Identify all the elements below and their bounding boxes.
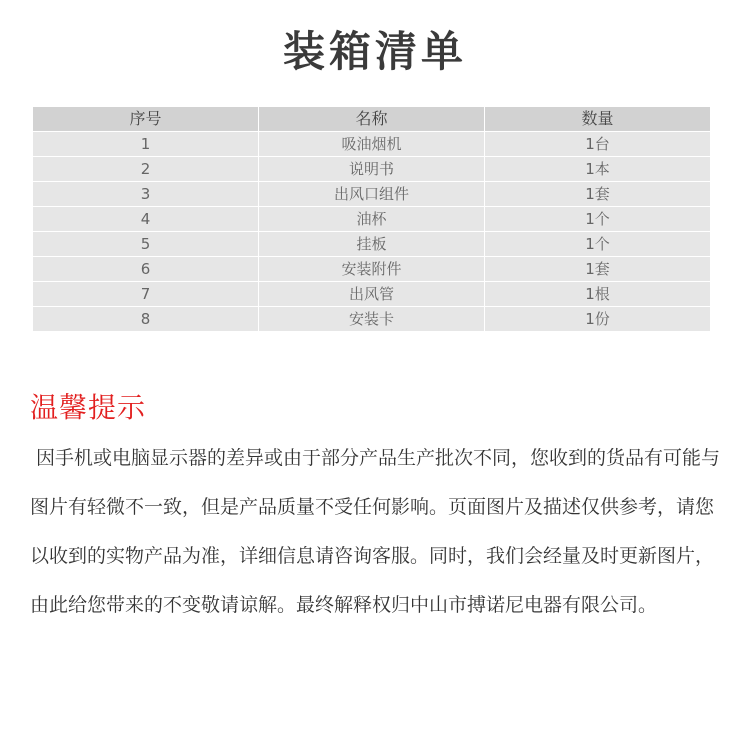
table-row (33, 207, 710, 232)
cell-name: 安装附件 (259, 257, 485, 282)
table-row (33, 232, 710, 257)
table-row (33, 282, 710, 307)
cell-name: 出风口组件 (259, 182, 485, 207)
table-row (33, 257, 710, 282)
cell-index: 6 (33, 257, 259, 282)
cell-index: 1 (33, 132, 259, 157)
table-row (33, 307, 710, 332)
cell-index: 3 (33, 182, 259, 207)
cell-index: 4 (33, 207, 259, 232)
cell-quantity: 1套 (485, 257, 710, 282)
cell-quantity: 1台 (485, 132, 710, 157)
tips-body: 因手机或电脑显示器的差异或由于部分产品生产批次不同，您收到的货品有可能与图片有轻微不一致，但是产品质量不受任何影响。页面图片及描述仅供参考，请您以收到的实物产品为准，详细信息请咨询客服。同时，我们会经量及时更新图片，由此给您带来的不变敬请谅解。最终解释权归中山市搏诺尼电器有限公司。 (30, 447, 721, 616)
column-header-index: 序号 (33, 107, 259, 132)
cell-quantity: 1个 (485, 207, 710, 232)
table-body (33, 132, 710, 332)
table-row (33, 182, 710, 207)
packing-list-table (33, 107, 710, 332)
cell-quantity: 1份 (485, 307, 710, 332)
page-title: 装箱清单 (282, 27, 467, 76)
cell-name: 挂板 (259, 232, 485, 257)
table-row (33, 132, 710, 157)
cell-name: 出风管 (259, 282, 485, 307)
cell-index: 5 (33, 232, 259, 257)
cell-index: 8 (33, 307, 259, 332)
column-header-quantity: 数量 (485, 107, 710, 132)
cell-name: 吸油烟机 (259, 132, 485, 157)
cell-quantity: 1本 (485, 157, 710, 182)
cell-name: 安装卡 (259, 307, 485, 332)
cell-index: 7 (33, 282, 259, 307)
cell-name: 油杯 (259, 207, 485, 232)
cell-quantity: 1根 (485, 282, 710, 307)
cell-quantity: 1套 (485, 182, 710, 207)
tips-title: 温馨提示 (30, 391, 147, 424)
table-row (33, 157, 710, 182)
cell-index: 2 (33, 157, 259, 182)
table-header-row (33, 107, 710, 132)
cell-quantity: 1个 (485, 232, 710, 257)
column-header-name: 名称 (259, 107, 485, 132)
cell-name: 说明书 (259, 157, 485, 182)
